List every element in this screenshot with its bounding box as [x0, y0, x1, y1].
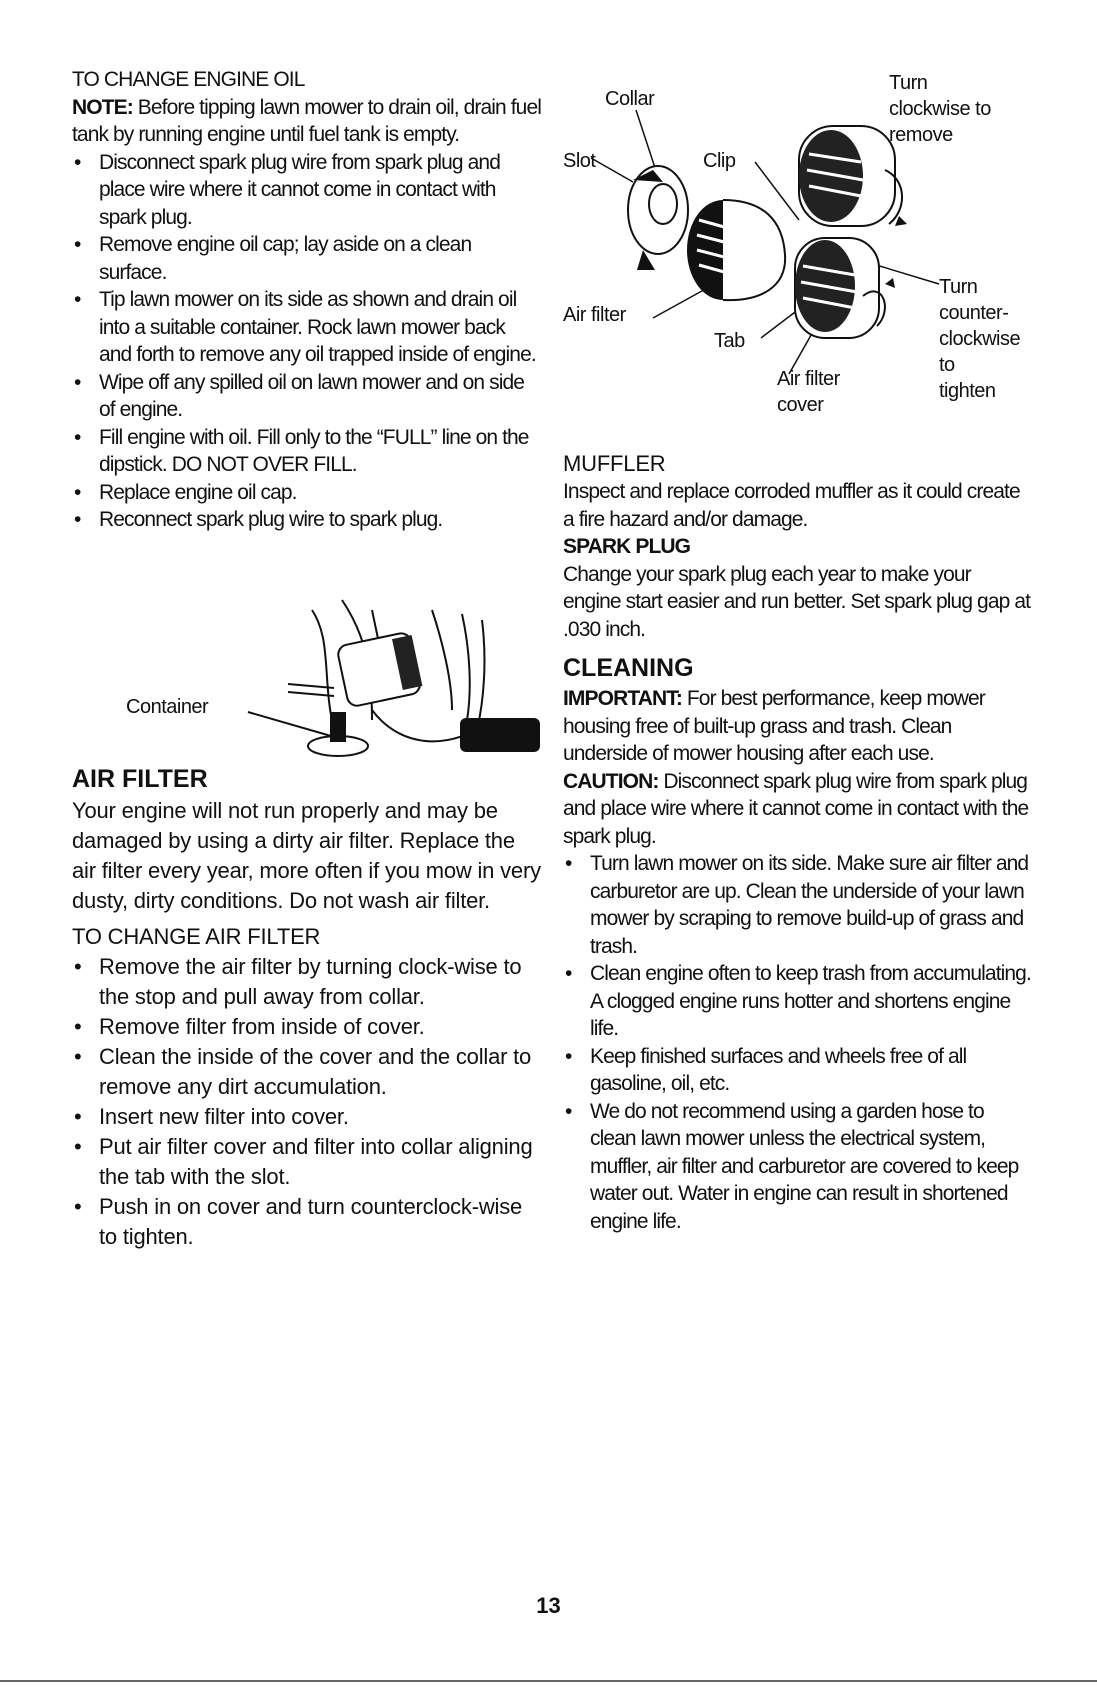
caution-label: CAUTION:: [563, 769, 659, 793]
oil-note: [72, 94, 542, 149]
air-filter-cover-label: [777, 366, 840, 418]
important-label: IMPORTANT:: [563, 687, 682, 710]
filter-step: • Insert new filter into cover.: [72, 1102, 542, 1132]
oil-step: • Tip lawn mower on its side as shown and drain oil into a suitable container. Rock lawn mower back and forth to remove any oil trapped inside of engine.: [72, 286, 542, 369]
oil-title: TO CHANGE ENGINE OIL: [72, 68, 305, 91]
cleaning-heading: CLEANING: [563, 654, 694, 682]
caution-note: [563, 768, 1033, 851]
filter-step: • Remove the air filter by turning clock-wise to the stop and pull away from collar.: [72, 952, 542, 1012]
filter-step: • Put air filter cover and filter into collar aligning the tab with the slot.: [72, 1132, 542, 1192]
cleaning-step: • Keep finished surfaces and wheels free of all gasoline, oil, etc.: [563, 1043, 1033, 1098]
tab-label: Tab: [714, 330, 745, 352]
filter-step: • Clean the inside of the cover and the collar to remove any dirt accumulation.: [72, 1042, 542, 1102]
turn-ccw-line: clockwise: [939, 328, 1021, 350]
maintenance-section: [563, 450, 1033, 1235]
turn-clockwise-label: [889, 70, 991, 148]
spark-plug-title: SPARK PLUG: [563, 535, 691, 558]
turn-cw-line: remove: [889, 124, 953, 146]
oil-step: • Replace engine oil cap.: [72, 479, 542, 507]
oil-drain-illustration: [72, 600, 542, 770]
turn-ccw-line: tighten: [939, 380, 996, 402]
container-label: Container: [126, 696, 209, 718]
turn-counterclockwise-label: [939, 274, 1020, 404]
oil-section: [72, 66, 542, 534]
spark-plug-text: Change your spark plug each year to make your engine start easier and run better. Set spark plug gap at .030 inch.: [563, 562, 1031, 641]
air-filter-text: Your engine will not run properly and may be damaged by using a dirty air filter. Replace the air filter every year, more often if you mow in very dusty, dirty conditions. Do not wash air filter.: [72, 798, 541, 913]
slot-label: Slot: [563, 150, 596, 172]
caution-text: Disconnect spark plug wire from spark plug and place wire where it cannot come in contact with the spark plug.: [563, 769, 1029, 848]
air-filter-diagram: [563, 70, 1033, 430]
note-text: Before tipping lawn mower to drain oil, drain fuel tank by running engine until fuel tank is empty.: [72, 95, 542, 146]
cover-line: cover: [777, 394, 824, 416]
collar-label: Collar: [605, 88, 655, 110]
cleaning-step: • Turn lawn mower on its side. Make sure air filter and carburetor are up. Clean the underside of your lawn mower by scraping to remove build-up of grass and trash.: [563, 850, 1033, 960]
clip-label: Clip: [703, 150, 736, 172]
cleaning-step: • Clean engine often to keep trash from accumulating. A clogged engine runs hotter and shortens engine life.: [563, 960, 1033, 1043]
filter-step: • Remove filter from inside of cover.: [72, 1012, 542, 1042]
turn-cw-line: Turn: [889, 72, 928, 94]
note-label: NOTE:: [72, 95, 133, 119]
muffler-title: MUFFLER: [563, 451, 666, 476]
oil-step: • Remove engine oil cap; lay aside on a clean surface.: [72, 231, 542, 286]
air-filter-heading: AIR FILTER: [72, 765, 208, 793]
muffler-text: Inspect and replace corroded muffler as it could create a fire hazard and/or damage.: [563, 480, 1020, 531]
air-filter-section: [72, 764, 542, 1252]
cleaning-steps-list: [563, 850, 1033, 1235]
turn-ccw-line: Turn: [939, 276, 978, 298]
important-text: For best performance, keep mower housing free of built-up grass and trash. Clean underside of mower housing after each use.: [563, 687, 985, 765]
change-filter-title: TO CHANGE AIR FILTER: [72, 924, 321, 949]
air-filter-label: Air filter: [563, 304, 626, 326]
oil-step: • Wipe off any spilled oil on lawn mower and on side of engine.: [72, 369, 542, 424]
oil-step: • Disconnect spark plug wire from spark plug and place wire where it cannot come in contact with spark plug.: [72, 149, 542, 232]
oil-step: • Reconnect spark plug wire to spark plug.: [72, 506, 542, 534]
cover-line: Air filter: [777, 368, 840, 390]
turn-ccw-line: to: [939, 354, 955, 376]
filter-steps-list: [72, 952, 542, 1252]
filter-step: • Push in on cover and turn counterclock-wise to tighten.: [72, 1192, 542, 1252]
turn-cw-line: clockwise to: [889, 98, 991, 120]
oil-steps-list: [72, 149, 542, 534]
oil-step: • Fill engine with oil. Fill only to the “FULL” line on the dipstick. DO NOT OVER FILL.: [72, 424, 542, 479]
cleaning-step: • We do not recommend using a garden hose to clean lawn mower unless the electrical system, muffler, air filter and carburetor are covered to keep water out. Water in engine can result in shortened engine life.: [563, 1098, 1033, 1236]
bottom-rule: [0, 1680, 1097, 1682]
turn-ccw-line: counter-: [939, 302, 1009, 324]
page-number: 13: [536, 1593, 561, 1618]
important-note: [563, 685, 1033, 768]
